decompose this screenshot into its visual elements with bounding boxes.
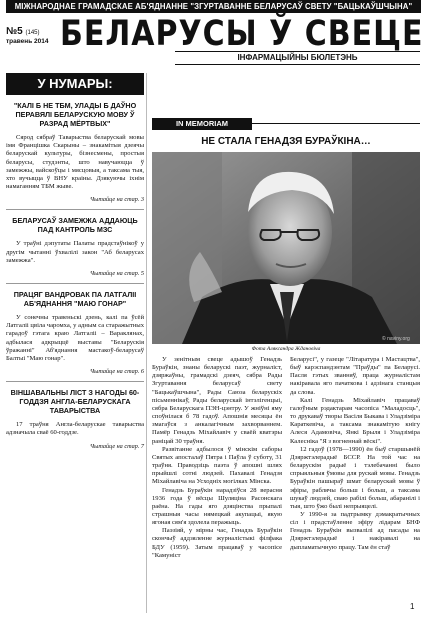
contents-item-text: У траўні дэпутаты Палаты прадстаўнікоў у другім чытанні ўхвалілі закон "Аб беларусах замежжа". [6, 240, 144, 264]
article-paragraph: Калі Генадзь Міхайлавіч працаваў галоўным рэдактарам часопіса "Маладосць", то друкаваў творы Васіля Быкава і Уладзіміра Караткевіча, а таксама знакамітую кнігу Алеся Адамовіча, Янкі Брыля і Уладзіміра Калесніка "Я з вогненнай вёскі". [290, 396, 420, 445]
contents-item-text: У сонечны травеньскі дзень, калі па ўсёй Латгаліі цвіла чаромха, у адным са старажытных гарадоў гэтага краю Латгаліі – Вараклянах, адбылася адкрыццё выставы "Беларускія ўражанні" Аб'яднання мастакоў-беларусаў Балтыі "Маю гонар". [6, 314, 144, 363]
contents-item-title: БЕЛАРУСАЎ ЗАМЕЖЖА АДДАЮЦЬ ПАД КАНТРОЛЬ МЗС [12, 216, 138, 235]
contents-item-page: Чытайце на стар. 3 [89, 196, 144, 204]
photo-credit: Фота Аляксандра Ждановіча [251, 346, 321, 352]
section-rule [252, 123, 420, 124]
photo-watermark: © naviny.org [382, 336, 410, 342]
page-number: 1 [410, 602, 415, 611]
masthead-org-bar: МІЖНАРОДНАЕ ГРАМАДСКАЕ АБ'ЯДНАННЕ "ЗГУРТАВАННЕ БЕЛАРУСАЎ СВЕТУ "БАЦЬКАЎШЧЫНА" [6, 0, 421, 13]
article-paragraph: У зенітным свеце адышоў Генадзь Бураўкін, знаны беларускі паэт, журналіст, дзяржаўны, грамадскі дзеяч, сябра Рады Згуртавання беларусаў свету "Бацькаўшчына", Рады Саюза беларускіх пісьменнікаў, Рады беларускай інтэлігенцыі, сябра Беларускага ПЭН-цэнтру. У жніўні яму споўнілася б 78 гадоў. Апошнія месяцы ён змагаўся з анкалагічным захворваннем. Памёр Генадзь Міхайлавіч у сваёй кватэры раніцай 30 траўня. [152, 356, 282, 445]
article-paragraph: Паэзіяй, у мірны час, Генадзь Бураўкін скончыў аддзяленне журналістыкі філфака БДУ (1959). Затым працаваў у часопісе "Камуніст [152, 527, 282, 559]
article-paragraph: Генадзь Бураўкін нарадзіўся 28 верасня 1936 года ў вёсцы Шуляціна Расонскага раёна. На гады яго дзяцінства прыпалі страшныя часы нямецкай акупацыі, якую ягоная сям'я здолела перажыць. [152, 486, 282, 527]
contents-item-text: 17 траўня Англа-беларускае таварыства адзначыла сваё 60-годдзе. [6, 421, 144, 437]
contents-item-title: ПРАЦЯГ ВАНДРОВАК ПА ЛАТГАЛІІ АБ'ЯДНАННЯ "МАЮ ГОНАР" [13, 290, 137, 309]
section-tag: IN MEMORIAM [152, 118, 252, 130]
article-column-2 [290, 356, 420, 552]
newspaper-subtitle: ІНФАРМАЦЫЙНЫ БЮЛЕТЭНЬ [175, 51, 420, 65]
article-column-1 [152, 356, 282, 560]
column-divider [146, 73, 147, 613]
issue-info [6, 26, 62, 45]
divider [6, 209, 144, 210]
newspaper-title: БЕЛАРУСЫ Ў СВЕЦЕ [60, 14, 424, 55]
article-paragraph: Развітанне адбылося ў мінскім саборы Святых апосталаў Пятра і Паўла ў суботу, 31 траўня. Праводзіць паэта ў апошні шлях прыйшлі сотні людзей. Пахавалі Генадзя Міхайлавіча на Усходніх могілках Мінска. [152, 445, 282, 486]
contents-item[interactable] [6, 101, 144, 203]
contents-item-title: "КАЛІ Б НЕ ТБМ, УЛАДЫ Б ДАЎНО ПЕРАВЯЛІ БЕЛАРУСКУЮ МОВУ Ў РАЗРАД МЁРТВЫХ" [13, 101, 137, 128]
article-paragraph: 12 гадоў (1978—1990) ён быў старшынёй Дзяржтэлерадыё БССР. На той час на беларускім радыё і тэлебачанні было спрыяльныя ўмовы для рускай мовы. Генадзь Бураўкін пашыраў шмат беларускай мовы ў эфіры, раблячы больш і больш, а таксама шукаў людзей, сваю рабілі больш, абаранілі і тыя, што ўжо былі непрыяцелі. [290, 445, 420, 510]
article-paragraph: Беларусі", у газеце "Літаратура і Мастацтва", быў карэспандэнтам "Праўды" па Беларусі. Пасля гэтых званняў, праца журналістам накіравала яго пачаткова і адзінага станцыя да слова. [290, 356, 420, 396]
contents-item-page: Чытайце на стар. 6 [89, 368, 144, 376]
contents-item[interactable] [6, 388, 144, 449]
divider [6, 283, 144, 284]
article-paragraph: У 1990-я за падтрымку дэмакратычных сіл і прадстаўленне эфіру лідарам БНФ Генадзь Бураўкін вызвалілі ад пасады на Дзяржтэлерадыё і накіравалі на дыпламатычную працу. Там ён стаў [290, 510, 420, 551]
issue-date: травень 2014 [6, 38, 49, 45]
contents-header: У НУМАРЫ: [6, 73, 144, 95]
article-title: НЕ СТАЛА ГЕНАДЗЯ БУРАЎКІНА… [201, 136, 371, 147]
portrait-photo [152, 152, 420, 344]
contents-item-text: Сярод сябраў Таварыства беларускай мовы імя Францішка Скарыны – знакамітыя дзеячы беларускай культуры, бізнесмены, простыя беларусы, студэнты, што навучаюцца ў замежжы, вайскоўцы і мясцовыя, а таксама тыя, хто вучыцца ў ВНУ краіны. Дзякуючы іхнім намаганням ТБМ жыве. [6, 134, 144, 191]
contents-item-title: ВІНШАВАЛЬНЫ ЛІСТ З НАГОДЫ 60-ГОДДЗЯ АНГЛА-БЕЛАРУСКАГА ТАВАРЫСТВА [10, 388, 140, 416]
contents-item-page: Чытайце на стар. 7 [89, 442, 144, 450]
issue-number: №5 (145) [6, 26, 40, 37]
contents-column [6, 73, 144, 450]
divider [6, 381, 144, 382]
contents-item[interactable] [6, 216, 144, 277]
contents-item-page: Чытайце на стар. 5 [89, 270, 144, 278]
section-tag-bar [152, 118, 420, 130]
contents-item[interactable] [6, 290, 144, 375]
